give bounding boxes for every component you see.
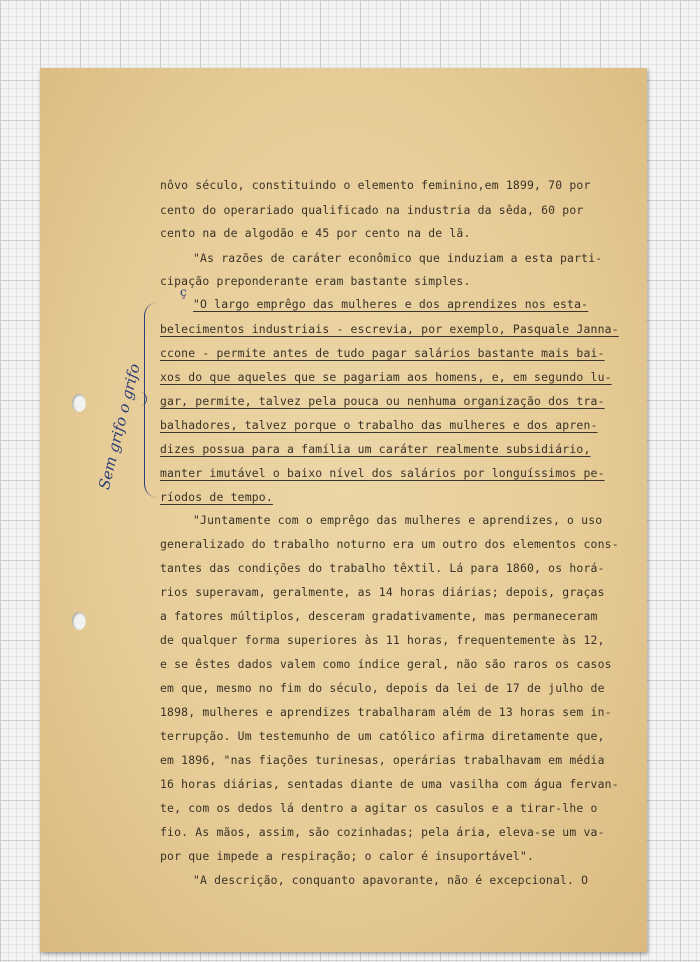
- text-line: por que impede a respiração; o calor é insuportável".: [160, 849, 535, 863]
- text-line: cento do operariado qualificado na industria da sêda, 60 por: [160, 203, 584, 217]
- text-line: em que, mesmo no fim do século, depois da lei de 17 de julho de: [160, 681, 605, 695]
- punch-hole-bottom: [72, 612, 86, 630]
- text-line: e se êstes dados valem como índice geral, não são raros os casos: [160, 657, 612, 671]
- underlined-text-line: gar, permite, talvez pela pouca ou nenhuma organização dos tra-: [160, 394, 605, 408]
- insertion-mark: ç: [180, 285, 187, 299]
- text-line: 1898, mulheres e aprendizes trabalharam além de 13 horas sem in-: [160, 705, 612, 719]
- handwritten-margin-note: Sem grifo o grifo: [95, 361, 144, 492]
- text-line: tantes das condições do trabalho têxtil. Lá para 1860, os horá-: [160, 561, 605, 575]
- punch-hole-top: [72, 394, 86, 412]
- text-line: cento na de algodão e 45 por cento na de lã.: [160, 226, 471, 240]
- typed-page: [40, 68, 647, 952]
- underlined-text-line: xos do que aqueles que se pagariam aos homens, e, em segundo lu-: [160, 370, 612, 384]
- text-line: te, com os dedos lá dentro a agitar os casulos e a tirar-lhe o: [160, 801, 598, 815]
- underlined-text-line: "O largo emprêgo das mulheres e dos aprendizes nos esta-: [193, 297, 589, 311]
- underlined-text-line: manter imutável o baixo nível dos salários por longuíssimos pe-: [160, 466, 605, 480]
- text-line: 16 horas diárias, sentadas diante de uma vasilha com água fervan-: [160, 777, 619, 791]
- underlined-text-line: dizes possua para a família um caráter realmente subsidiário,: [160, 442, 591, 456]
- underlined-text-line: ríodos de tempo.: [160, 490, 273, 504]
- text-line: a fatores múltiplos, desceram gradativamente, mas permaneceram: [160, 609, 598, 623]
- text-line: "As razões de caráter econômico que induziam a esta parti-: [193, 251, 603, 265]
- text-line: rios superavam, geralmente, as 14 horas diárias; depois, graças: [160, 585, 605, 599]
- underlined-text-line: belecimentos industriais - escrevia, por exemplo, Pasquale Janna-: [160, 322, 619, 336]
- underlined-text-line: balhadores, talvez porque o trabalho das mulheres e dos apren-: [160, 418, 598, 432]
- text-line: generalizado do trabalho noturno era um outro dos elementos cons-: [160, 537, 619, 551]
- text-line: fio. As mãos, assim, são cozinhadas; pela ária, eleva-se um va-: [160, 825, 605, 839]
- underlined-text-line: ccone - permite antes de tudo pagar salários bastante mais bai-: [160, 346, 605, 360]
- text-line: nôvo século, constituindo o elemento feminino,em 1899, 70 por: [160, 178, 591, 192]
- text-line: "A descrição, conquanto apavorante, não é excepcional. O: [193, 873, 589, 887]
- text-line: de qualquer forma superiores às 11 horas, frequentemente às 12,: [160, 633, 605, 647]
- text-line: cipação preponderante eram bastante simples.: [160, 274, 471, 288]
- text-line: "Juntamente com o emprêgo das mulheres e aprendizes, o uso: [193, 513, 603, 527]
- text-line: em 1896, "nas fiações turinesas, operárias trabalhavam em média: [160, 753, 605, 767]
- text-line: terrupção. Um testemunho de um católico afirma diretamente que,: [160, 729, 605, 743]
